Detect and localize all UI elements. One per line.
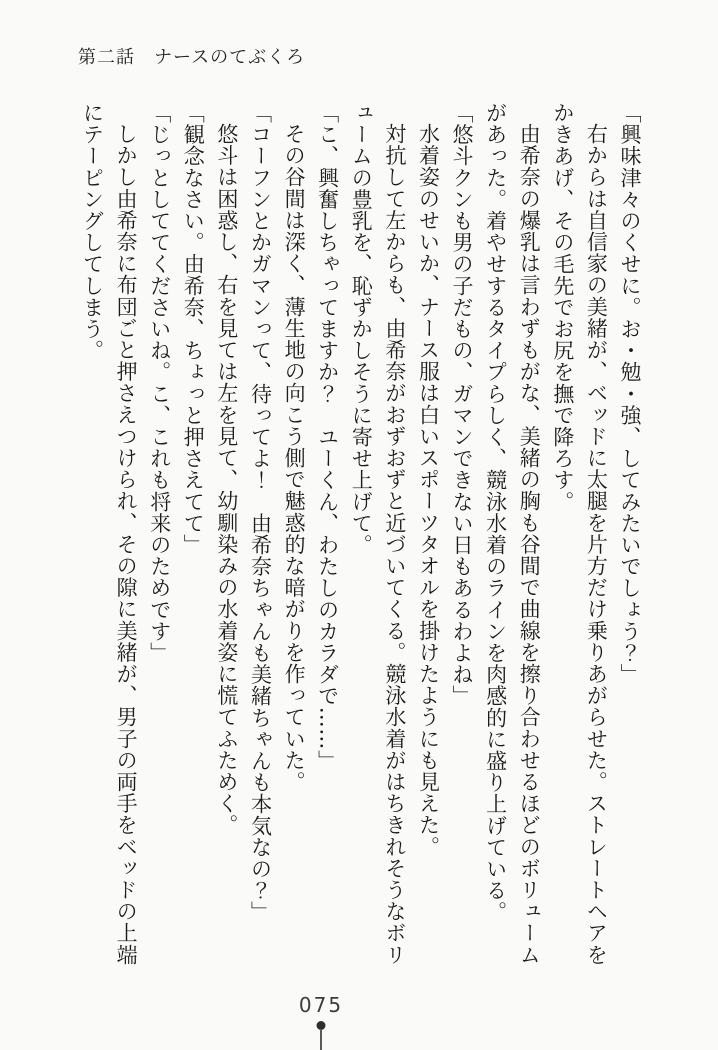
paragraph: 対抗して左からも、由希奈がおずおずと近づいてくる。競泳水着がはちきれそうなボリュームの豊乳を、恥ずかしそうに寄せ上げて。 <box>349 102 407 966</box>
paragraph: 「こ、興奮しちゃってますか？ ユーくん、わたしのカラダで……」 <box>315 102 340 772</box>
paragraph: 「興味津々のくせに。お・勉・強、してみたいでしょう？」 <box>618 102 642 686</box>
paragraph: その谷間は深く、薄生地の向こう側で魅惑的な暗がりを作っていた。 <box>282 123 307 793</box>
paragraph: 「悠斗クンも男の子だもの、ガマンできない日もあるわよね」 <box>450 102 475 707</box>
paragraph: しかし由希奈に布団ごと押さえつけられ、その隙に美緒が、男子の両手をベッドの上端にテーピングしてしまう。 <box>80 102 139 966</box>
page-number: 075 <box>298 993 344 1017</box>
paragraph: 「観念なさい。由希奈、ちょっと押さえてて」 <box>181 102 206 556</box>
paragraph: 悠斗は困惑し、右を見ては左を見て、幼馴染みの水着姿に慌てふためく。 <box>214 123 239 836</box>
page-marker-line <box>320 1029 322 1050</box>
paragraph: 由希奈の爆乳は言わずもがな、美緒の胸も谷間で曲線を擦り合わせるほどのボリュームがあった。着やせするタイプらしく、競泳水着のラインを肉感的に盛り上げている。 <box>483 102 542 966</box>
paragraph: 水着姿のせいか、ナース服は白いスポーツタオルを掛けたようにも見えた。 <box>416 123 441 858</box>
chapter-title: 第二話 ナースのてぶくろ <box>78 47 306 68</box>
novel-text <box>75 102 646 966</box>
paragraph: 右からは自信家の美緒が、ベッドに太腿を片方だけ乗りあがらせた。ストレートヘアをかきあげ、その毛先でお尻を撫で降ろす。 <box>550 102 609 966</box>
paragraph: 「じっとしててくださいね。こ、これも将来のためです」 <box>147 102 172 664</box>
paragraph: 「コーフンとかガマンって、待ってよ！ 由希奈ちゃんも美緒ちゃんも本気なの？」 <box>248 102 273 923</box>
